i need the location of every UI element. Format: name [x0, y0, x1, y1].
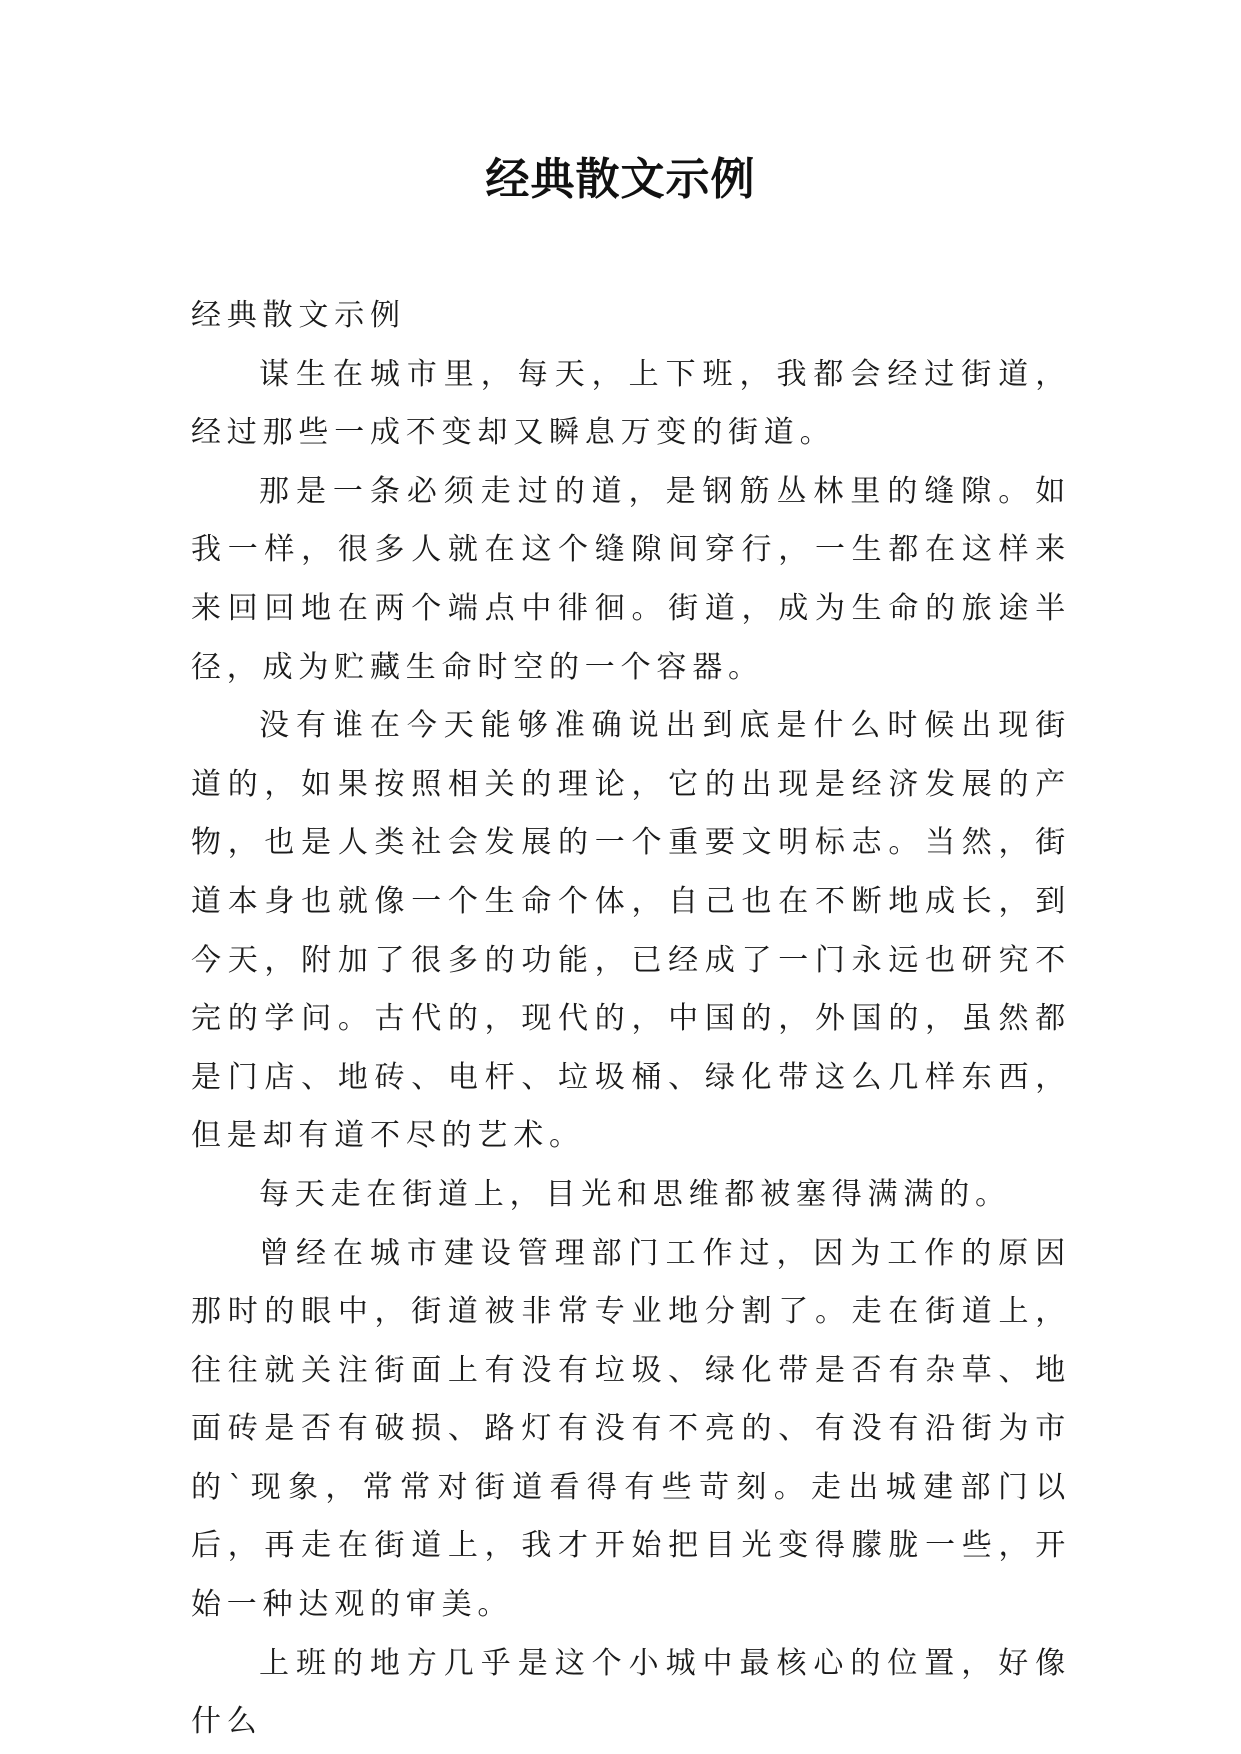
paragraph: 每天走在街道上，目光和思维都被塞得满满的。 — [259, 1176, 1011, 1212]
document-body — [191, 287, 1071, 1752]
paragraph: 没有谁在今天能够准确说出到底是什么时候出现街道的，如果按照相关的理论，它的出现是经济发展的产物，也是人类社会发展的一个重要文明标志。当然，街道本身也就像一个生命个体，自己也在不断地成长，到今天，附加了很多的功能，已经成了一门永远也研究不完的学问。古代的，现代的，中国的，外国的，虽然都是门店、地砖、电杆、垃圾桶、绿化带这么几样东西，但是却有道不尽的艺术。 — [191, 708, 1071, 1154]
paragraph: 上班的地方几乎是这个小城中最核心的位置，好像什么 — [191, 1645, 1071, 1740]
paragraph: 谋生在城市里，每天，上下班，我都会经过街道，经过那些一成不变却又瞬息万变的街道。 — [191, 356, 1071, 451]
document-title: 经典散文示例 — [485, 154, 756, 205]
paragraph: 那是一条必须走过的道，是钢筋丛林里的缝隙。如我一样，很多人就在这个缝隙间穿行，一生都在这样来来回回地在两个端点中徘徊。街道，成为生命的旅途半径，成为贮藏生命时空的一个容器。 — [191, 473, 1071, 685]
document-subtitle: 经典散文示例 — [191, 298, 406, 333]
paragraph: 曾经在城市建设管理部门工作过，因为工作的原因那时的眼中，街道被非常专业地分割了。走在街道上，往往就关注街面上有没有垃圾、绿化带是否有杂草、地面砖是否有破损、路灯有没有不亮的、有没有沿街为市的`现象，常常对街道看得有些苛刻。走出城建部门以后，再走在街道上，我才开始把目光变得朦胧一些，开始一种达观的审美。 — [191, 1235, 1071, 1623]
